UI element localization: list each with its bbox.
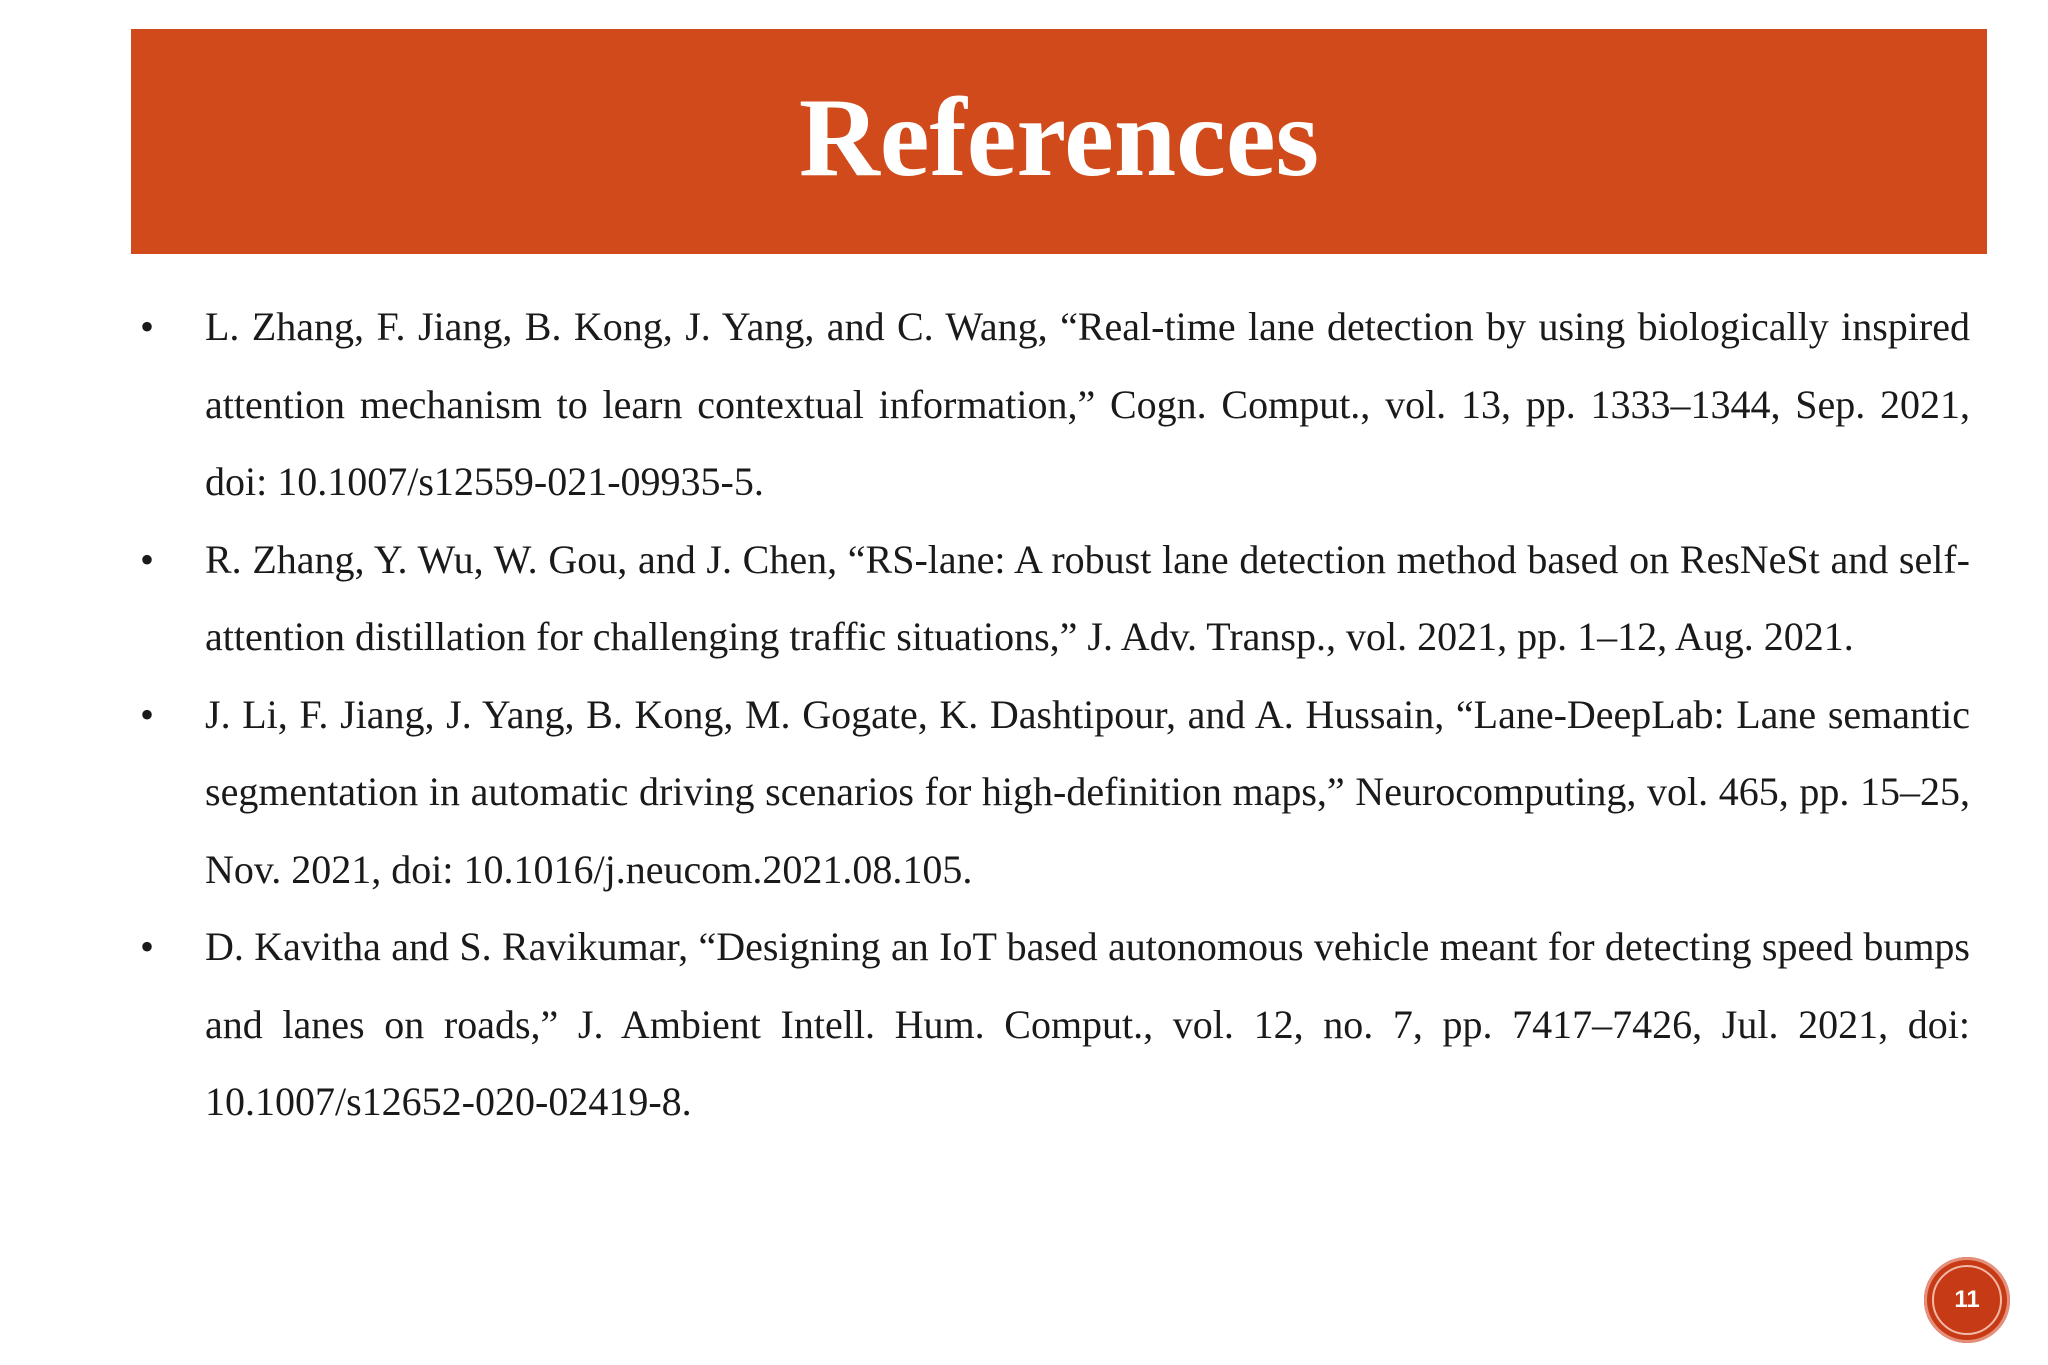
slide-title: References — [798, 75, 1320, 200]
bullet-icon: • — [140, 304, 155, 349]
reference-list — [140, 288, 1970, 1141]
reference-item — [140, 288, 1970, 521]
reference-item — [140, 521, 1970, 676]
bullet-icon: • — [140, 691, 155, 737]
reference-text: D. Kavitha and S. Ravikumar, “Designing an IoT based autonomous vehicle meant for detecting speed bumps and lanes on roads,” J. Ambient Intell. Hum. Comput., vol. 12, no. 7, pp. 7417–7426, Jul. 2021, doi: 10.1007/s12652-020-02419-8. — [205, 924, 1970, 1124]
reference-text: R. Zhang, Y. Wu, W. Gou, and J. Chen, “RS-lane: A robust lane detection method based on ResNeSt and self-attention distillation for challenging traffic situations,” J. Adv. Transp., vol. 2021, pp. 1–12, Aug. 2021. — [205, 536, 1970, 659]
reference-item — [140, 908, 1970, 1141]
bullet-icon: • — [140, 924, 155, 969]
title-bar — [131, 29, 1987, 254]
reference-text: J. Li, F. Jiang, J. Yang, B. Kong, M. Gogate, K. Dashtipour, and A. Hussain, “Lane-DeepLab: Lane semantic segmentation in automatic driving scenarios for high-definition maps,” Neurocomputing, vol. 465, pp. 15–25, Nov. 2021, doi: 10.1016/j.neucom.2021.08.105. — [205, 691, 1970, 892]
page-number: 11 — [1954, 1286, 1980, 1313]
reference-item — [140, 676, 1970, 909]
page-number-badge — [1924, 1257, 2010, 1343]
reference-text: L. Zhang, F. Jiang, B. Kong, J. Yang, and C. Wang, “Real-time lane detection by using biologically inspired attention mechanism to learn contextual information,” Cogn. Comput., vol. 13, pp. 1333–1344, Sep. 2021, doi: 10.1007/s12559-021-09935-5. — [205, 304, 1970, 504]
bullet-icon: • — [140, 536, 155, 582]
